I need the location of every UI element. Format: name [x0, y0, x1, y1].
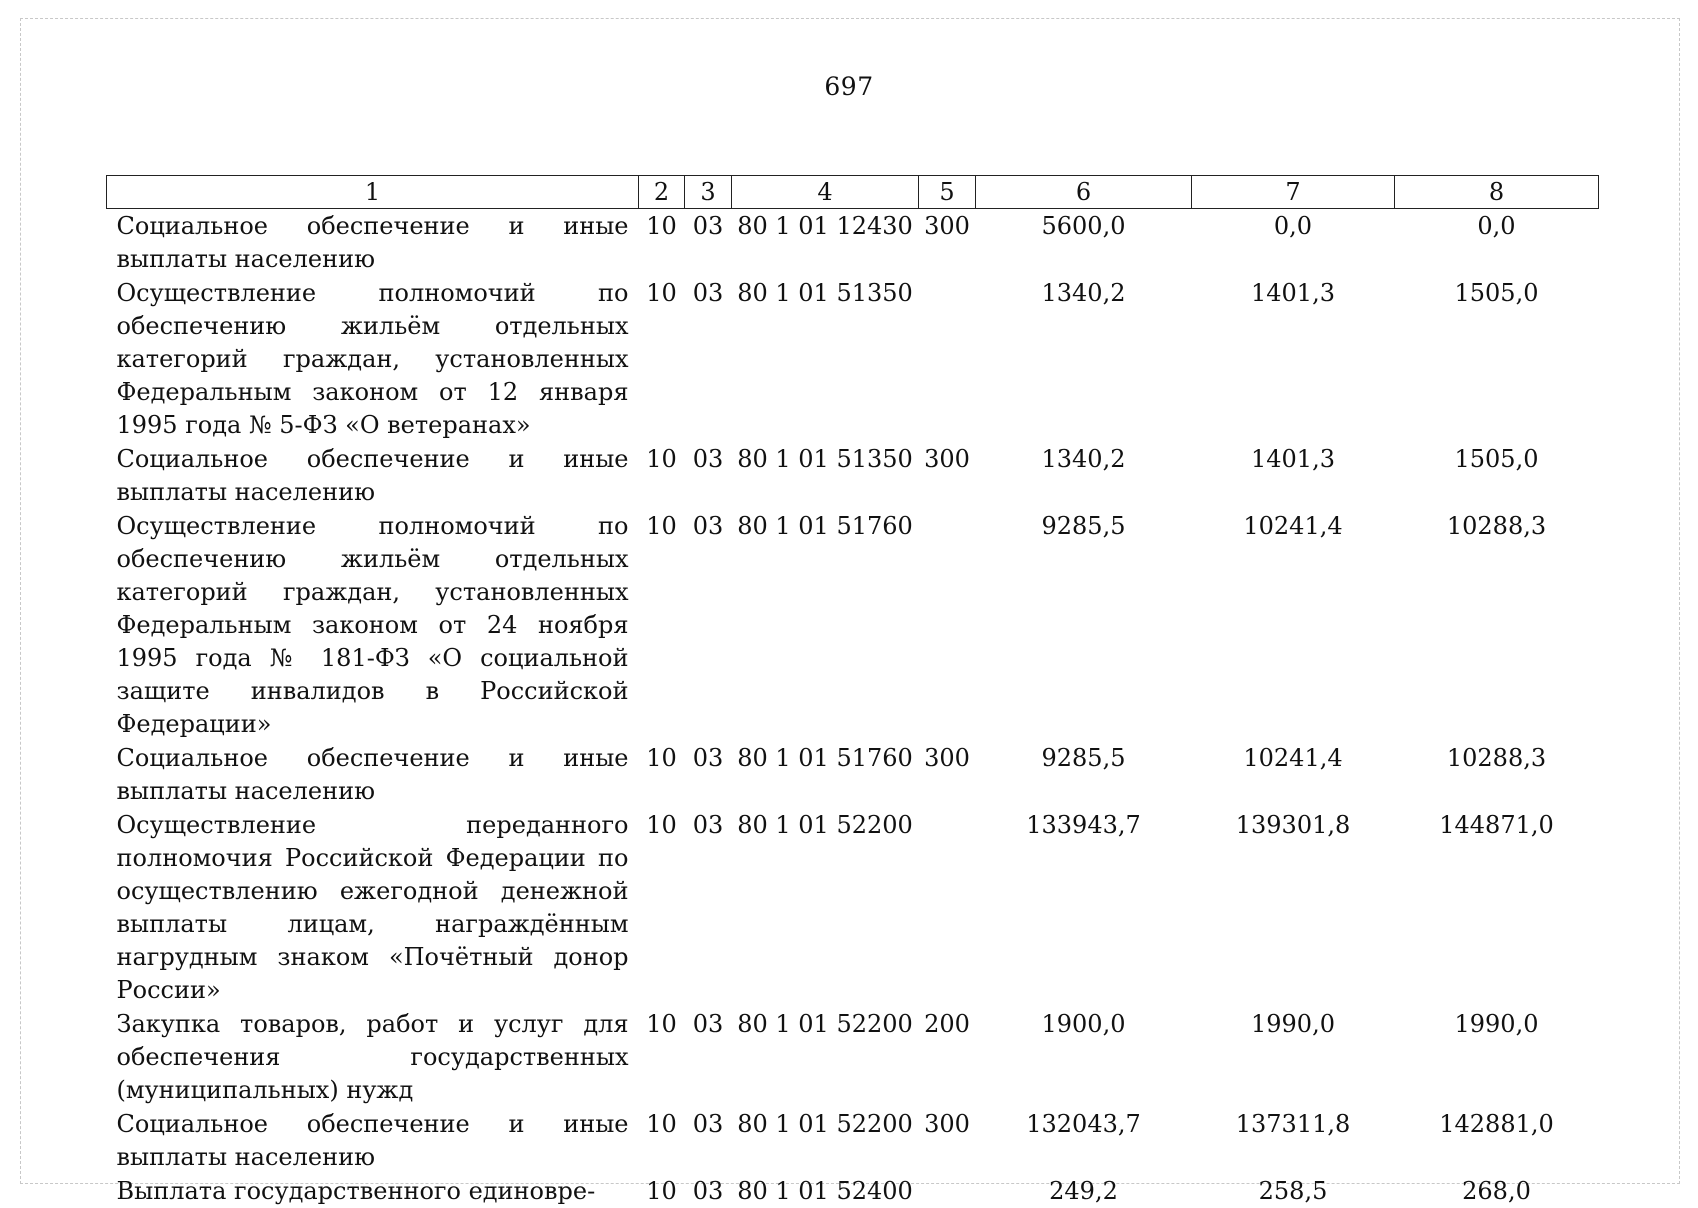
table-row [107, 741, 1599, 808]
row-target-article-cell: 80 1 01 51760 [732, 741, 919, 808]
row-subsection-cell: 03 [685, 509, 732, 741]
row-section-cell: 10 [639, 1174, 685, 1208]
row-name-cell: Социальное обеспечение и иные выплаты населению [107, 442, 639, 509]
row-expense-type-cell: 300 [919, 442, 976, 509]
table-row [107, 509, 1599, 741]
row-name-cell: Социальное обеспечение и иные выплаты населению [107, 209, 639, 277]
row-amount-col7-cell: 139301,8 [1192, 808, 1395, 1007]
budget-table [106, 175, 1599, 1208]
row-amount-col6-cell: 9285,5 [976, 509, 1192, 741]
row-amount-col7-cell: 258,5 [1192, 1174, 1395, 1208]
page-number: 697 [0, 72, 1698, 101]
row-amount-col7-cell: 0,0 [1192, 209, 1395, 277]
row-name-cell: Осуществление переданного полномочия Российской Федерации по осуществлению ежегодной денежной выплаты лицам, награждённым нагрудным знаком «Почётный донор России» [107, 808, 639, 1007]
row-amount-col8-cell: 1990,0 [1395, 1007, 1599, 1107]
row-target-article-cell: 80 1 01 52200 [732, 1007, 919, 1107]
header-col-5: 5 [919, 176, 976, 209]
header-col-3: 3 [685, 176, 732, 209]
row-expense-type-cell: 300 [919, 1107, 976, 1174]
row-expense-type-cell: 300 [919, 209, 976, 277]
row-target-article-cell: 80 1 01 51350 [732, 276, 919, 442]
table-row [107, 1007, 1599, 1107]
row-amount-col7-cell: 137311,8 [1192, 1107, 1395, 1174]
row-section-cell: 10 [639, 1007, 685, 1107]
row-expense-type-cell: 200 [919, 1007, 976, 1107]
row-subsection-cell: 03 [685, 741, 732, 808]
row-expense-type-cell [919, 509, 976, 741]
row-amount-col6-cell: 1900,0 [976, 1007, 1192, 1107]
row-section-cell: 10 [639, 276, 685, 442]
row-target-article-cell: 80 1 01 52200 [732, 1107, 919, 1174]
row-target-article-cell: 80 1 01 51760 [732, 509, 919, 741]
row-section-cell: 10 [639, 509, 685, 741]
row-amount-col7-cell: 1401,3 [1192, 442, 1395, 509]
row-amount-col8-cell: 142881,0 [1395, 1107, 1599, 1174]
row-amount-col7-cell: 1401,3 [1192, 276, 1395, 442]
row-expense-type-cell [919, 276, 976, 442]
row-amount-col8-cell: 144871,0 [1395, 808, 1599, 1007]
header-col-8: 8 [1395, 176, 1599, 209]
row-expense-type-cell: 300 [919, 741, 976, 808]
row-amount-col8-cell: 1505,0 [1395, 442, 1599, 509]
row-amount-col6-cell: 132043,7 [976, 1107, 1192, 1174]
row-amount-col6-cell: 249,2 [976, 1174, 1192, 1208]
table-row [107, 209, 1599, 277]
row-name-cell: Выплата государственного единовре- [107, 1174, 639, 1208]
header-col-6: 6 [976, 176, 1192, 209]
row-amount-col8-cell: 0,0 [1395, 209, 1599, 277]
row-amount-col6-cell: 1340,2 [976, 442, 1192, 509]
row-target-article-cell: 80 1 01 51350 [732, 442, 919, 509]
row-section-cell: 10 [639, 1107, 685, 1174]
header-col-2: 2 [639, 176, 685, 209]
row-amount-col6-cell: 1340,2 [976, 276, 1192, 442]
row-name-cell: Социальное обеспечение и иные выплаты населению [107, 741, 639, 808]
row-name-cell: Осуществление полномочий по обеспечению жильём отдельных категорий граждан, установленных Федеральным законом от 24 ноября 1995 года № 181-ФЗ «О социальной защите инвалидов в Российской Федерации» [107, 509, 639, 741]
row-target-article-cell: 80 1 01 12430 [732, 209, 919, 277]
row-target-article-cell: 80 1 01 52400 [732, 1174, 919, 1208]
table-row [107, 442, 1599, 509]
row-amount-col8-cell: 10288,3 [1395, 509, 1599, 741]
table-row [107, 1174, 1599, 1208]
row-subsection-cell: 03 [685, 209, 732, 277]
row-expense-type-cell [919, 808, 976, 1007]
row-amount-col8-cell: 268,0 [1395, 1174, 1599, 1208]
row-subsection-cell: 03 [685, 1174, 732, 1208]
row-section-cell: 10 [639, 442, 685, 509]
table-row [107, 808, 1599, 1007]
row-section-cell: 10 [639, 808, 685, 1007]
row-subsection-cell: 03 [685, 276, 732, 442]
row-subsection-cell: 03 [685, 1107, 732, 1174]
table-row [107, 1107, 1599, 1174]
header-col-4: 4 [732, 176, 919, 209]
row-amount-col6-cell: 5600,0 [976, 209, 1192, 277]
row-amount-col6-cell: 9285,5 [976, 741, 1192, 808]
row-name-cell: Социальное обеспечение и иные выплаты населению [107, 1107, 639, 1174]
table-row [107, 276, 1599, 442]
row-amount-col6-cell: 133943,7 [976, 808, 1192, 1007]
row-section-cell: 10 [639, 741, 685, 808]
row-section-cell: 10 [639, 209, 685, 277]
row-amount-col7-cell: 10241,4 [1192, 741, 1395, 808]
header-row [107, 176, 1599, 209]
row-amount-col7-cell: 1990,0 [1192, 1007, 1395, 1107]
row-name-cell: Осуществление полномочий по обеспечению жильём отдельных категорий граждан, установленных Федеральным законом от 12 января 1995 года № 5-ФЗ «О ветеранах» [107, 276, 639, 442]
row-name-cell: Закупка товаров, работ и услуг для обеспечения государственных (муниципальных) нужд [107, 1007, 639, 1107]
row-subsection-cell: 03 [685, 442, 732, 509]
row-amount-col7-cell: 10241,4 [1192, 509, 1395, 741]
header-col-1: 1 [107, 176, 639, 209]
table-header [107, 176, 1599, 209]
row-subsection-cell: 03 [685, 808, 732, 1007]
row-amount-col8-cell: 1505,0 [1395, 276, 1599, 442]
header-col-7: 7 [1192, 176, 1395, 209]
row-subsection-cell: 03 [685, 1007, 732, 1107]
table-body [107, 209, 1599, 1208]
row-expense-type-cell [919, 1174, 976, 1208]
row-amount-col8-cell: 10288,3 [1395, 741, 1599, 808]
row-target-article-cell: 80 1 01 52200 [732, 808, 919, 1007]
